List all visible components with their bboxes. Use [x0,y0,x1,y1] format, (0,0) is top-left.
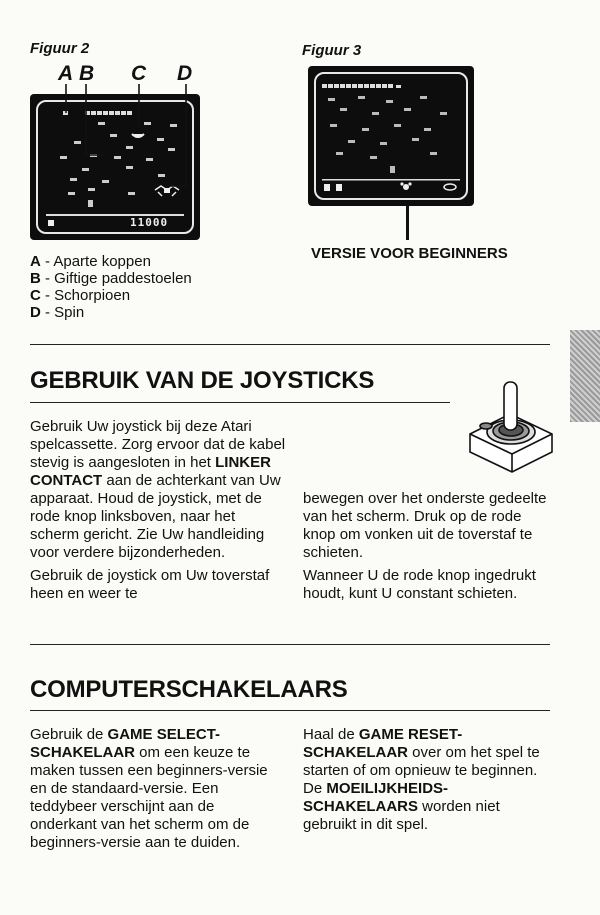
figure3-label: VERSIE VOOR BEGINNERS [311,245,508,262]
figure2-game-screen [30,94,200,240]
figure3-game-art [308,66,474,206]
joystick-icon [462,374,558,474]
switches-heading: COMPUTERSCHAKELAARS [30,676,348,703]
figure2-letter-a: A [58,62,74,85]
figure2-game-art [30,94,200,240]
figure3-pointer-line [406,206,409,240]
figure3-game-screen [308,66,474,206]
joysticks-left-column [30,418,286,603]
legend-item-a: A - Aparte koppen [30,253,151,270]
legend-item-d: D - Spin [30,304,85,321]
switches-right-column [303,726,545,834]
figure2-score: 11000 [130,216,169,229]
joysticks-right-column [303,490,555,603]
joysticks-heading-rule [30,402,450,403]
switches-left-paragraph: Gebruik de GAME SELECT-SCHAKELAAR om een keuze te maken tussen een beginners-versie en de standaard-versie. Een teddybeer verschijnt aan de onderkant van het scherm om de beginners-versie aan te duiden. [30,726,268,851]
joysticks-left-paragraph-1: Gebruik Uw joystick bij deze Atari spelcassette. Zorg ervoor dat de kabel stevig is aangesloten in het LINKER CONTACT aan de achterkant van Uw apparaat. Houd de joystick, met de rode knop linksboven, naar het scherm gericht. Zie Uw handleiding voor verdere bijzonderheden. [30,418,286,561]
figure3-caption: Figuur 3 [302,42,362,59]
joysticks-right-paragraph-2: Wanneer U de rode knop ingedrukt houdt, kunt U constant schieten. [303,567,536,602]
figure2-letter-b: B [79,62,95,85]
legend-item-b: B - Giftige paddestoelen [30,270,192,287]
section-divider-1 [30,344,550,345]
page-edge-tab [570,330,600,422]
joysticks-heading: GEBRUIK VAN DE JOYSTICKS [30,367,375,394]
figure2-letter-c: C [131,62,147,85]
figure2-letter-d: D [177,62,193,85]
switches-heading-rule [30,710,550,711]
switches-left-column [30,726,278,852]
legend-item-c: C - Schorpioen [30,287,131,304]
section-divider-2 [30,644,550,645]
joysticks-right-paragraph-1: bewegen over het onderste gedeelte van het scherm. Druk op de rode knop om vonken uit de toverstaf te schieten. [303,490,547,561]
figure2-legend [30,253,192,321]
joysticks-left-paragraph-2: Gebruik de joystick om Uw toverstaf heen en weer te [30,567,270,602]
figure2-caption: Figuur 2 [30,40,90,57]
switches-right-paragraph: Haal de GAME RESET-SCHAKELAAR over om het spel te starten of om opnieuw te beginnen. De MOEILIJKHEIDS-SCHAKELAARS worden niet gebruikt in dit spel. [303,726,540,833]
